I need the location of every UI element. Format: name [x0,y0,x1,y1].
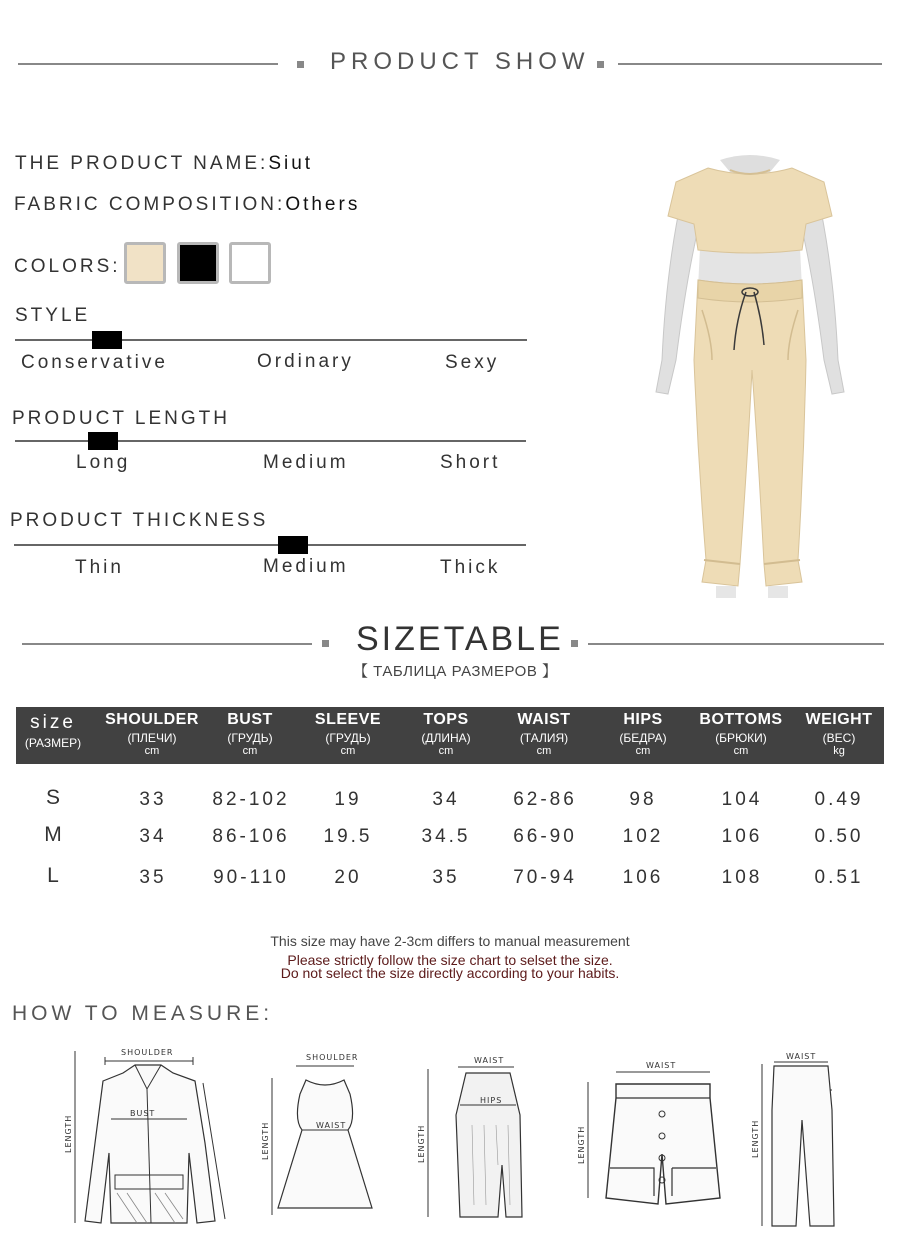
col-header-shoulder: SHOULDER (ПЛЕЧИ) cm [105,711,199,757]
cell-l-hips: 106 [622,867,664,888]
product-name-value: Siut [268,153,314,174]
size-table-header [16,707,884,764]
cell-s-bust: 82-102 [212,789,290,810]
jacket-bust-label: BUST [130,1109,156,1118]
skirt-hips-label: HIPS [480,1096,503,1105]
style-option-sexy: Sexy [445,352,500,373]
jacket-length-label: LENGTH [64,1114,73,1153]
length-option-medium: Medium [263,452,349,473]
skirt-measure-diagram [410,1055,530,1225]
col-header-waist: WAIST (ТАЛИЯ) cm [517,711,571,757]
size-note-3: Do not select the size directly according to your habits. [280,965,620,981]
cell-l-shoulder: 35 [139,867,167,888]
cell-l-waist: 70-94 [513,867,577,888]
thickness-scale-line [14,544,526,546]
cell-m-weight: 0.50 [814,826,864,847]
dress-shoulder-label: SHOULDER [306,1053,359,1062]
pants-waist-label: WAIST [786,1052,817,1061]
cell-s-sleeve: 19 [334,789,362,810]
cell-m-tops: 34.5 [421,826,471,847]
sizetable-subtitle: 【 ТАБЛИЦА РАЗМЕРОВ 】 [353,663,558,680]
col-header-sleeve: SLEEVE (ГРУДЬ) cm [314,711,382,757]
pants-measure-diagram [748,1050,848,1230]
header-line-left [18,63,278,65]
color-swatch-beige[interactable] [124,242,166,284]
sizetable-line-right [588,643,884,645]
product-name-label: THE PRODUCT NAME: [15,153,269,174]
dress-measure-diagram [258,1050,388,1220]
cell-m-sleeve: 19.5 [323,826,373,847]
sizetable-title: SIZETABLE [356,620,564,658]
length-title: PRODUCT LENGTH [12,408,230,429]
color-swatch-white[interactable] [229,242,271,284]
sizetable-dot-right [571,640,578,647]
colors-label: COLORS: [14,256,121,277]
cell-size-l: L [47,864,59,887]
cell-s-shoulder: 33 [139,789,167,810]
cell-size-s: S [45,786,60,809]
fabric-value: Others [285,194,361,215]
jacket-shoulder-label: SHOULDER [121,1048,174,1057]
style-scale-marker [92,331,122,349]
fabric-label: FABRIC COMPOSITION: [14,194,286,215]
cell-s-weight: 0.49 [814,789,864,810]
style-title: STYLE [15,305,91,326]
cell-l-tops: 35 [432,867,460,888]
sizetable-line-left [22,643,312,645]
col-header-tops: TOPS (ДЛИНА) cm [421,711,471,757]
header-dot-right [597,61,604,68]
dress-waist-label: WAIST [316,1121,347,1130]
style-option-ordinary: Ordinary [257,351,354,372]
thickness-scale-marker [278,536,308,554]
shorts-measure-diagram [570,1058,740,1218]
skirt-length-label: LENGTH [417,1124,426,1163]
fabric-row [14,194,360,216]
how-to-measure-title: HOW TO MEASURE: [12,1002,274,1025]
cell-s-waist: 62-86 [513,789,577,810]
shorts-waist-label: WAIST [646,1061,677,1070]
shorts-length-label: LENGTH [577,1125,586,1164]
cell-m-bust: 86-106 [212,826,290,847]
length-scale-marker [88,432,118,450]
dress-length-label: LENGTH [261,1121,270,1160]
thickness-option-medium: Medium [263,556,349,577]
style-option-conservative: Conservative [21,352,168,373]
length-option-long: Long [76,452,131,473]
cell-s-bottoms: 104 [721,789,763,810]
col-header-weight: WEIGHT (ВЕС) kg [805,711,873,757]
cell-l-weight: 0.51 [814,867,864,888]
jacket-measure-diagram [55,1043,235,1228]
cell-m-bottoms: 106 [721,826,763,847]
size-note-1: This size may have 2-3cm differs to manual measurement [270,933,630,949]
thickness-title: PRODUCT THICKNESS [10,510,269,531]
cell-m-hips: 102 [622,826,664,847]
cell-l-sleeve: 20 [334,867,362,888]
skirt-waist-label: WAIST [474,1056,505,1065]
cell-s-hips: 98 [629,789,657,810]
sizetable-dot-left [322,640,329,647]
cell-s-tops: 34 [432,789,460,810]
cell-l-bust: 90-110 [213,867,289,888]
header-dot-left [297,61,304,68]
col-header-hips: HIPS (БЕДРА) cm [619,711,667,757]
cell-l-bottoms: 108 [721,867,763,888]
length-option-short: Short [440,452,501,473]
cell-size-m: M [44,823,62,846]
cell-m-waist: 66-90 [513,826,577,847]
col-header-bottoms: BOTTOMS (БРЮКИ) cm [699,711,783,757]
cell-m-shoulder: 34 [139,826,167,847]
page-title: PRODUCT SHOW [330,48,590,75]
thickness-option-thin: Thin [75,557,124,578]
size-note-2: Please strictly follow the size chart to selset the size. [287,952,613,968]
thickness-option-thick: Thick [440,557,501,578]
col-header-size: size (РАЗМЕР) [24,712,82,750]
header-line-right [618,63,882,65]
pants-length-label: LENGTH [751,1119,760,1158]
product-name-row [15,153,313,175]
col-header-bust: BUST (ГРУДЬ) cm [227,711,273,757]
color-swatch-black[interactable] [177,242,219,284]
product-photo [620,120,880,610]
